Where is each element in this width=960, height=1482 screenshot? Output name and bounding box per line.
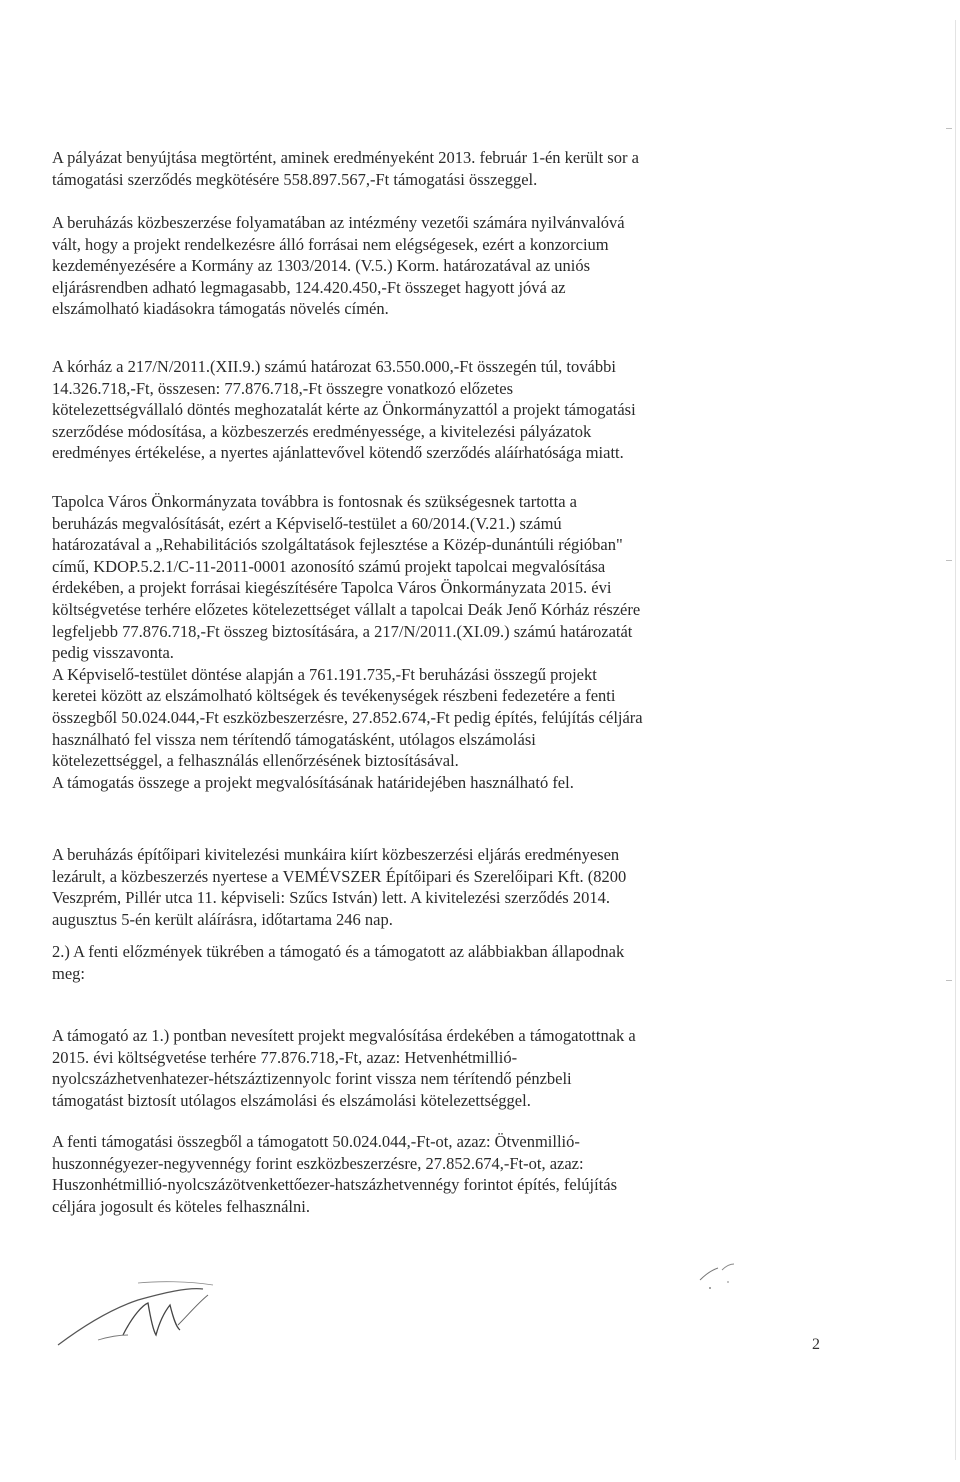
text-line: használható fel vissza nem térítendő támogatásként, utólagos elszámolási [52,729,536,749]
page-number: 2 [812,1336,820,1353]
scan-edge-mark [946,560,952,561]
text-line: 2015. évi költségvetése terhére 77.876.718,-Ft, azaz: Hetvenhétmillió- [52,1047,518,1067]
text-line: támogatást biztosít utólagos elszámolási és elszámolási kötelezettséggel. [52,1090,531,1110]
text-line: eljárásrendben adható legmagasabb, 124.420.450,-Ft összeget hagyott jóvá az [52,277,566,297]
text-line: huszonnégyezer-negyvennégy forint eszközbeszerzésre, 27.852.674,-Ft-ot, azaz: [52,1153,584,1173]
paragraph-grant-amount [52,1025,784,1111]
scan-edge-line [955,20,956,1460]
text-line: elszámolható kiadásokra támogatás növelés címén. [52,299,389,319]
paragraph-municipality-decision [52,491,784,793]
text-line: meg: [52,963,85,983]
text-line: A támogatás összege a projekt megvalósításának határidejében használható fel. [52,772,574,792]
text-line: keretei között az elszámolható költségek és tevékenységek részbeni fedezetére a fenti [52,686,616,706]
paragraph-section-2-intro [52,941,784,984]
text-line: kötelezettséggel, a felhasználás ellenőrzésének biztosításával. [52,751,459,771]
text-line: A kórház a 217/N/2011.(XII.9.) számú határozat 63.550.000,-Ft összegén túl, további [52,357,616,376]
paragraph-contract-signing [52,147,784,190]
text-line: című, KDOP.5.2.1/C-11-2011-0001 azonosító számú projekt tapolcai megvalósítása [52,556,606,576]
text-line: kezdeményezésére a Kormány az 1303/2014. (V.5.) Korm. határozatával az uniós [52,256,591,276]
signature-right [670,1240,800,1300]
text-line: legfeljebb 77.876.718,-Ft összeg biztosítására, a 217/N/2011.(XI.09.) számú határozatát [52,621,633,641]
text-line: augusztus 5-én került aláírásra, időtartama 246 nap. [52,909,393,929]
text-line: eredményes értékelése, a nyertes ajánlattevővel kötendő szerződés aláírhatósága miatt. [52,443,624,463]
text-line: A pályázat benyújtása megtörtént, aminek eredményeként 2013. február 1-én került sor a [52,148,639,167]
text-line: összegből 50.024.044,-Ft eszközbeszerzésre, 27.852.674,-Ft pedig építés, felújítás céljára [52,707,643,727]
text-line: pedig visszavonta. [52,643,174,663]
scan-edge-mark [946,128,952,129]
scan-edge-mark [946,980,952,981]
text-line: céljára jogosult és köteles felhasználni. [52,1196,310,1216]
paragraph-hospital-request [52,356,784,464]
text-line: A fenti támogatási összegből a támogatott 50.024.044,-Ft-ot, azaz: Ötvenmillió- [52,1132,580,1151]
text-line: Veszprém, Pillér utca 11. képviseli: Szűcs István) lett. A kivitelezési szerződés 2014. [52,888,610,908]
paragraph-funding-increase [52,212,784,320]
text-line: kötelezettségvállaló döntés meghozatalát kérte az Önkormányzattól a projekt támogatási [52,400,636,420]
text-line: 2.) A fenti előzmények tükrében a támogató és a támogatott az alábbiakban állapodnak [52,942,625,961]
text-line: A beruházás közbeszerzése folyamatában az intézmény vezetői számára nyilvánvalóvá [52,213,625,232]
paragraph-procurement-result [52,844,784,930]
signature-left [38,1275,238,1355]
text-line: beruházás megvalósítását, ezért a Képviselő-testület a 60/2014.(V.21.) számú [52,513,562,533]
text-line: vált, hogy a projekt rendelkezésre álló forrásai nem elégségesek, ezért a konzorcium [52,234,609,254]
text-line: nyolcszázhetvenhatezer-hétszáztizennyolc forint vissza nem térítendő pénzbeli [52,1069,572,1089]
text-line: lezárult, a közbeszerzés nyertese a VEMÉVSZER Építőipari és Szerelőipari Kft. (8200 [52,866,627,886]
paragraph-grant-allocation [52,1131,784,1217]
text-line: Tapolca Város Önkormányzata továbbra is fontosnak és szükségesnek tartotta a [52,492,577,511]
text-line: A beruházás építőipari kivitelezési munkáira kiírt közbeszerzési eljárás eredményesen [52,845,620,864]
text-line: szerződése módosítása, a közbeszerzés eredményessége, a kivitelezési pályázatok [52,421,592,441]
text-line: határozatával a „Rehabilitációs szolgáltatások fejlesztése a Közép-dunántúli régióban" [52,535,623,555]
text-line: érdekében, a projekt forrásai kiegészítésére Tapolca Város Önkormányzata 2015. évi [52,578,612,598]
text-line: 14.326.718,-Ft, összesen: 77.876.718,-Ft összegre vonatkozó előzetes [52,378,514,398]
text-line: támogatási szerződés megkötésére 558.897.567,-Ft támogatási összeggel. [52,169,538,189]
text-line: A Képviselő-testület döntése alapján a 761.191.735,-Ft beruházási összegű projekt [52,664,597,684]
text-line: költségvetése terhére előzetes kötelezettséget vállalt a tapolcai Deák Jenő Kórház részére [52,599,641,619]
text-line: Huszonhétmillió-nyolcszázötvenkettőezer-hatszázhetvennégy forintot építés, felújítás [52,1175,618,1195]
text-line: A támogató az 1.) pontban nevesített projekt megvalósítása érdekében a támogatottnak a [52,1026,636,1045]
